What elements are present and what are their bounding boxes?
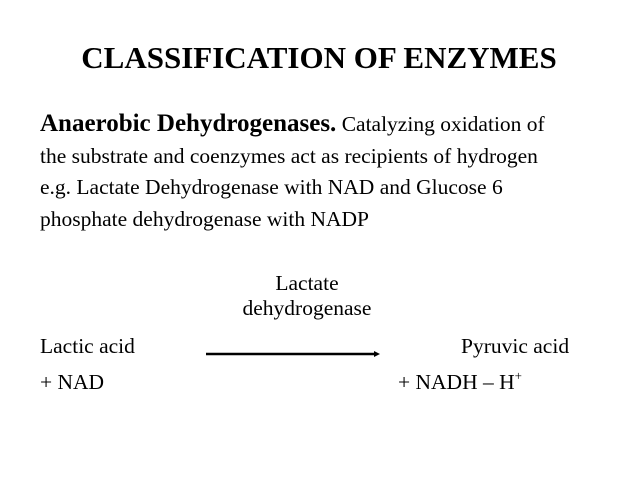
product-nadh-text: + NADH – H bbox=[398, 370, 515, 394]
reactant-lactic-acid: Lactic acid bbox=[40, 334, 135, 358]
enzyme-label-line-2: dehydrogenase bbox=[242, 296, 372, 320]
paragraph-line-1-rest: Catalyzing oxidation of bbox=[336, 112, 545, 136]
product-nadh bbox=[398, 364, 522, 400]
paragraph-line-3: e.g. Lactate Dehydrogenase with NAD and Glucose 6 bbox=[40, 175, 503, 199]
reactant-nad: + NAD bbox=[40, 370, 105, 394]
body-paragraph bbox=[40, 108, 630, 235]
paragraph-line-1 bbox=[40, 108, 630, 141]
enzyme-label-line-1: Lactate bbox=[275, 271, 339, 295]
product-pyruvic-acid: Pyruvic acid bbox=[461, 334, 570, 358]
paragraph-line-2: the substrate and coenzymes act as recipients of hydrogen bbox=[40, 143, 538, 168]
paragraph-line-4: phosphate dehydrogenase with NADP bbox=[40, 206, 370, 231]
slide-title: CLASSIFICATION OF ENZYMES bbox=[81, 40, 557, 75]
reaction-arrow-icon bbox=[206, 348, 380, 360]
enzyme-label bbox=[232, 271, 382, 321]
product-nadh-superscript: + bbox=[514, 368, 522, 383]
reactants bbox=[40, 328, 135, 400]
lead-term: Anaerobic Dehydrogenases. bbox=[40, 110, 337, 137]
